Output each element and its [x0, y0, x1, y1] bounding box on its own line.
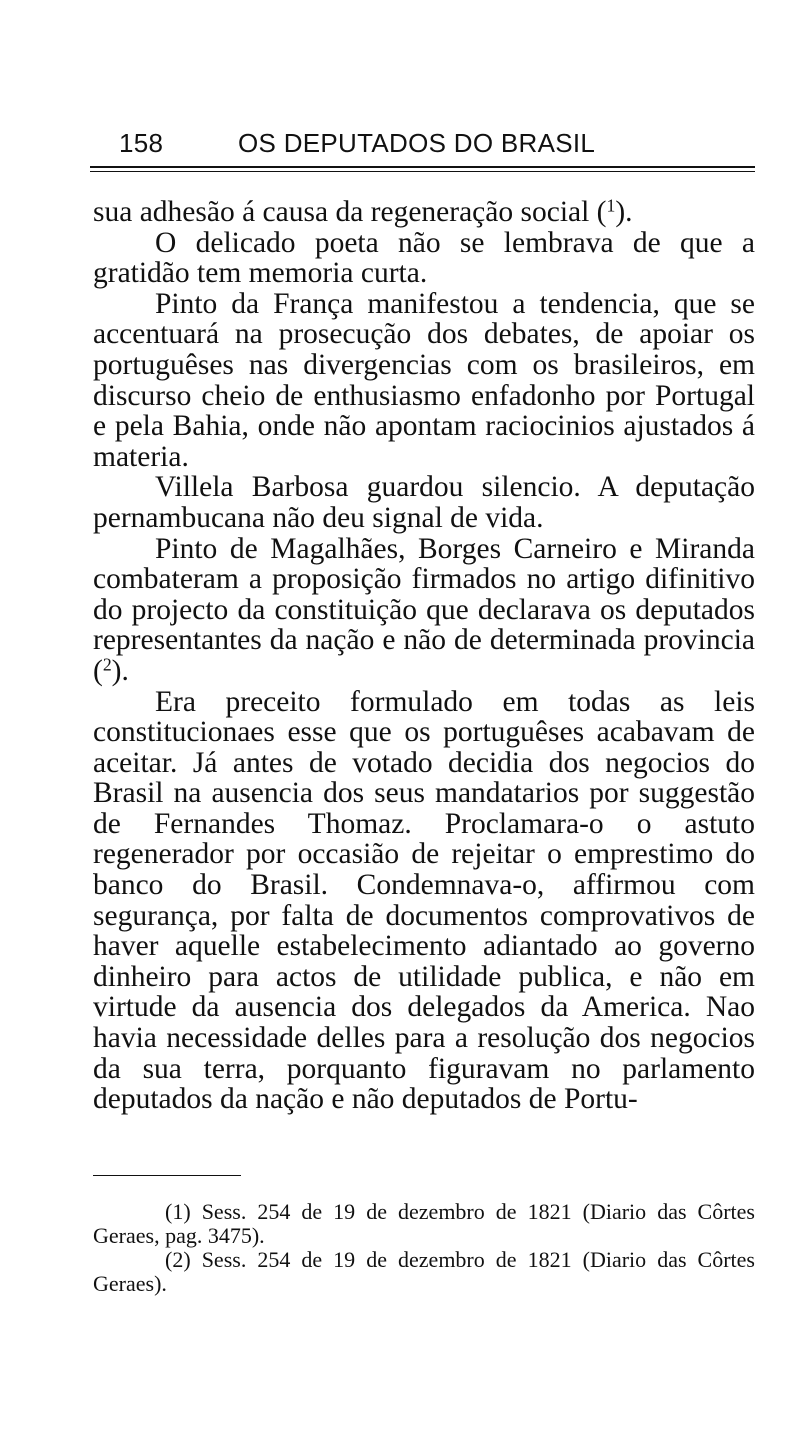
- footnote-1: (1) Sess. 254 de 19 de dezembro de 1821 (Diario das Côrtes Geraes, pag. 3475).: [93, 1199, 755, 1248]
- footnote-marker-1: (1): [165, 1199, 191, 1224]
- footnote-rule: [93, 1175, 241, 1176]
- footnote-2: (2) Sess. 254 de 19 de dezembro de 1821 (Diario das Côrtes Geraes).: [93, 1247, 755, 1296]
- paragraph-4: Villela Barbosa guardou silencio. A deputação pernambucana não deu signal de vida.: [93, 471, 755, 534]
- header-rule: [90, 166, 755, 168]
- paragraph-2: O delicado poeta não se lembrava de que a gratidão tem memoria curta.: [93, 226, 755, 290]
- paragraph-1: sua adhesão á causa da regeneração social ($^1$).: [93, 195, 633, 228]
- running-title: OS DEPUTADOS DO BRASIL: [238, 128, 596, 158]
- body-text: [93, 197, 755, 1115]
- page-number: 158: [119, 128, 164, 158]
- paragraph-5: Pinto de Magalhães, Borges Carneiro e Miranda combateram a proposição firmados no artigo difinitivo do projecto da constituição que declarava os deputados representantes da nação e não de determinada provincia ($^2$).: [93, 532, 755, 687]
- paragraph-3: Pinto da França manifestou a tendencia, que se accentuará na prosecução dos debates, de apoiar os portuguêses nas divergencias com os brasileiros, em discurso cheio de enthusiasmo enfadonho por Portugal e pela Bahia, onde não apontam raciocinios ajustados á materia.: [93, 287, 755, 473]
- header-rule-thin: [90, 171, 755, 172]
- paragraph-6: Era preceito formulado em todas as leis constitucionaes esse que os portuguêses acabavam de aceitar. Já antes de votado decidia dos negocios do Brasil na ausencia dos seus mandatarios por suggestão de Fernandes Thomaz. Proclamara-o o astuto regenerador por occasião de rejeitar o emprestimo do banco do Brasil. Condemnava-o, affirmou com segurança, por falta de documentos comprovativos de haver aquelle estabelecimento adiantado ao governo dinheiro para actos de utilidade publica, e não em virtude da ausencia dos delegados da America. Nao havia necessidade delles para a resolução dos negocios da sua terra, porquanto figuravam no parlamento deputados da nação e não deputados de Portu-: [93, 685, 755, 1116]
- footnote-ref-2: 2: [102, 654, 112, 675]
- footnote-ref-1: 1: [606, 195, 616, 216]
- footnote-marker-2: (2): [165, 1247, 191, 1272]
- footnotes: [93, 1200, 755, 1296]
